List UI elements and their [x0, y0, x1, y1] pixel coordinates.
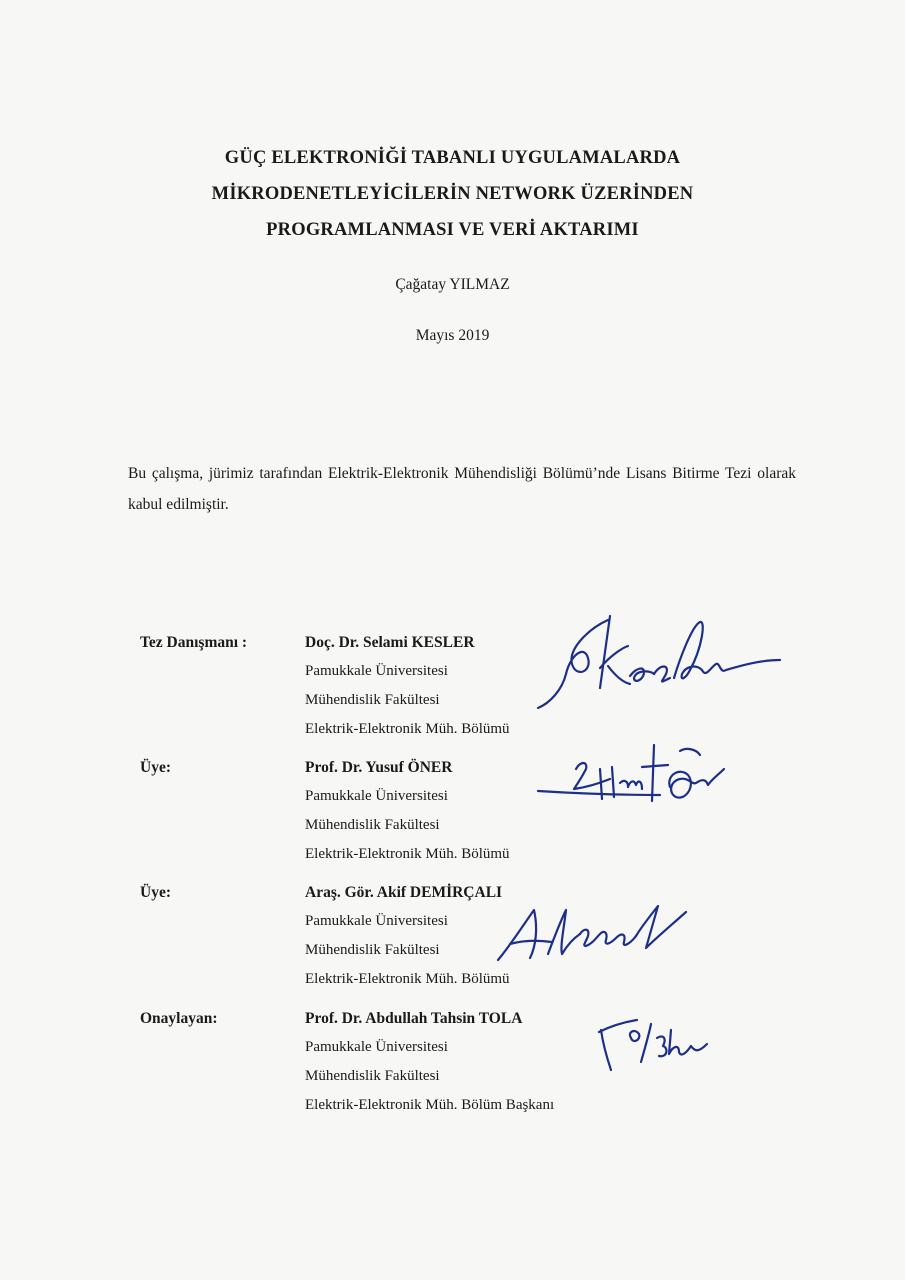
signature-tola — [595, 1008, 725, 1078]
member-info — [305, 878, 510, 994]
member-university: Pamukkale Üniversitesi — [305, 913, 448, 929]
member-faculty: Mühendislik Fakültesi — [305, 817, 440, 833]
member-role: Üye: — [140, 759, 171, 776]
title-line: GÜÇ ELEKTRONİĞİ TABANLI UYGULAMALARDA — [224, 148, 681, 168]
member-name: Prof. Dr. Yusuf ÖNER — [305, 759, 453, 776]
signature-kesler — [530, 608, 790, 718]
author-name: Çağatay YILMAZ — [395, 276, 510, 293]
title-line: PROGRAMLANMASI VE VERİ AKTARIMI — [266, 220, 639, 240]
member-role: Üye: — [140, 884, 171, 901]
member-name: Doç. Dr. Selami KESLER — [305, 634, 475, 651]
member-department: Elektrik-Elektronik Müh. Bölüm Başkanı — [305, 1097, 555, 1113]
member-faculty: Mühendislik Fakültesi — [305, 692, 440, 708]
member-department: Elektrik-Elektronik Müh. Bölümü — [305, 846, 510, 862]
thesis-title — [0, 140, 905, 248]
member-name: Prof. Dr. Abdullah Tahsin TOLA — [305, 1010, 523, 1027]
member-university: Pamukkale Üniversitesi — [305, 788, 448, 804]
member-info — [305, 628, 510, 744]
approval-statement: Bu çalışma, jürimiz tarafından Elektrik-Elektronik Mühendisliği Bölümü’nde Lisans Bitirme Tezi olarak kabul edilmiştir. — [128, 465, 796, 513]
title-line: MİKRODENETLEYİCİLERİN NETWORK ÜZERİNDEN — [211, 184, 694, 204]
member-role: Onaylayan: — [140, 1010, 218, 1027]
member-faculty: Mühendislik Fakültesi — [305, 942, 440, 958]
member-department: Elektrik-Elektronik Müh. Bölümü — [305, 971, 510, 987]
submission-date: Mayıs 2019 — [415, 327, 490, 344]
member-department: Elektrik-Elektronik Müh. Bölümü — [305, 721, 510, 737]
member-role: Tez Danışmanı : — [140, 634, 248, 651]
member-university: Pamukkale Üniversitesi — [305, 1039, 448, 1055]
signature-demircali — [490, 898, 700, 968]
member-university: Pamukkale Üniversitesi — [305, 663, 448, 679]
member-info — [305, 1004, 554, 1120]
signature-oner — [530, 739, 750, 819]
member-name: Araş. Gör. Akif DEMİRÇALI — [305, 884, 503, 901]
member-faculty: Mühendislik Fakültesi — [305, 1068, 440, 1084]
member-info — [305, 753, 510, 869]
